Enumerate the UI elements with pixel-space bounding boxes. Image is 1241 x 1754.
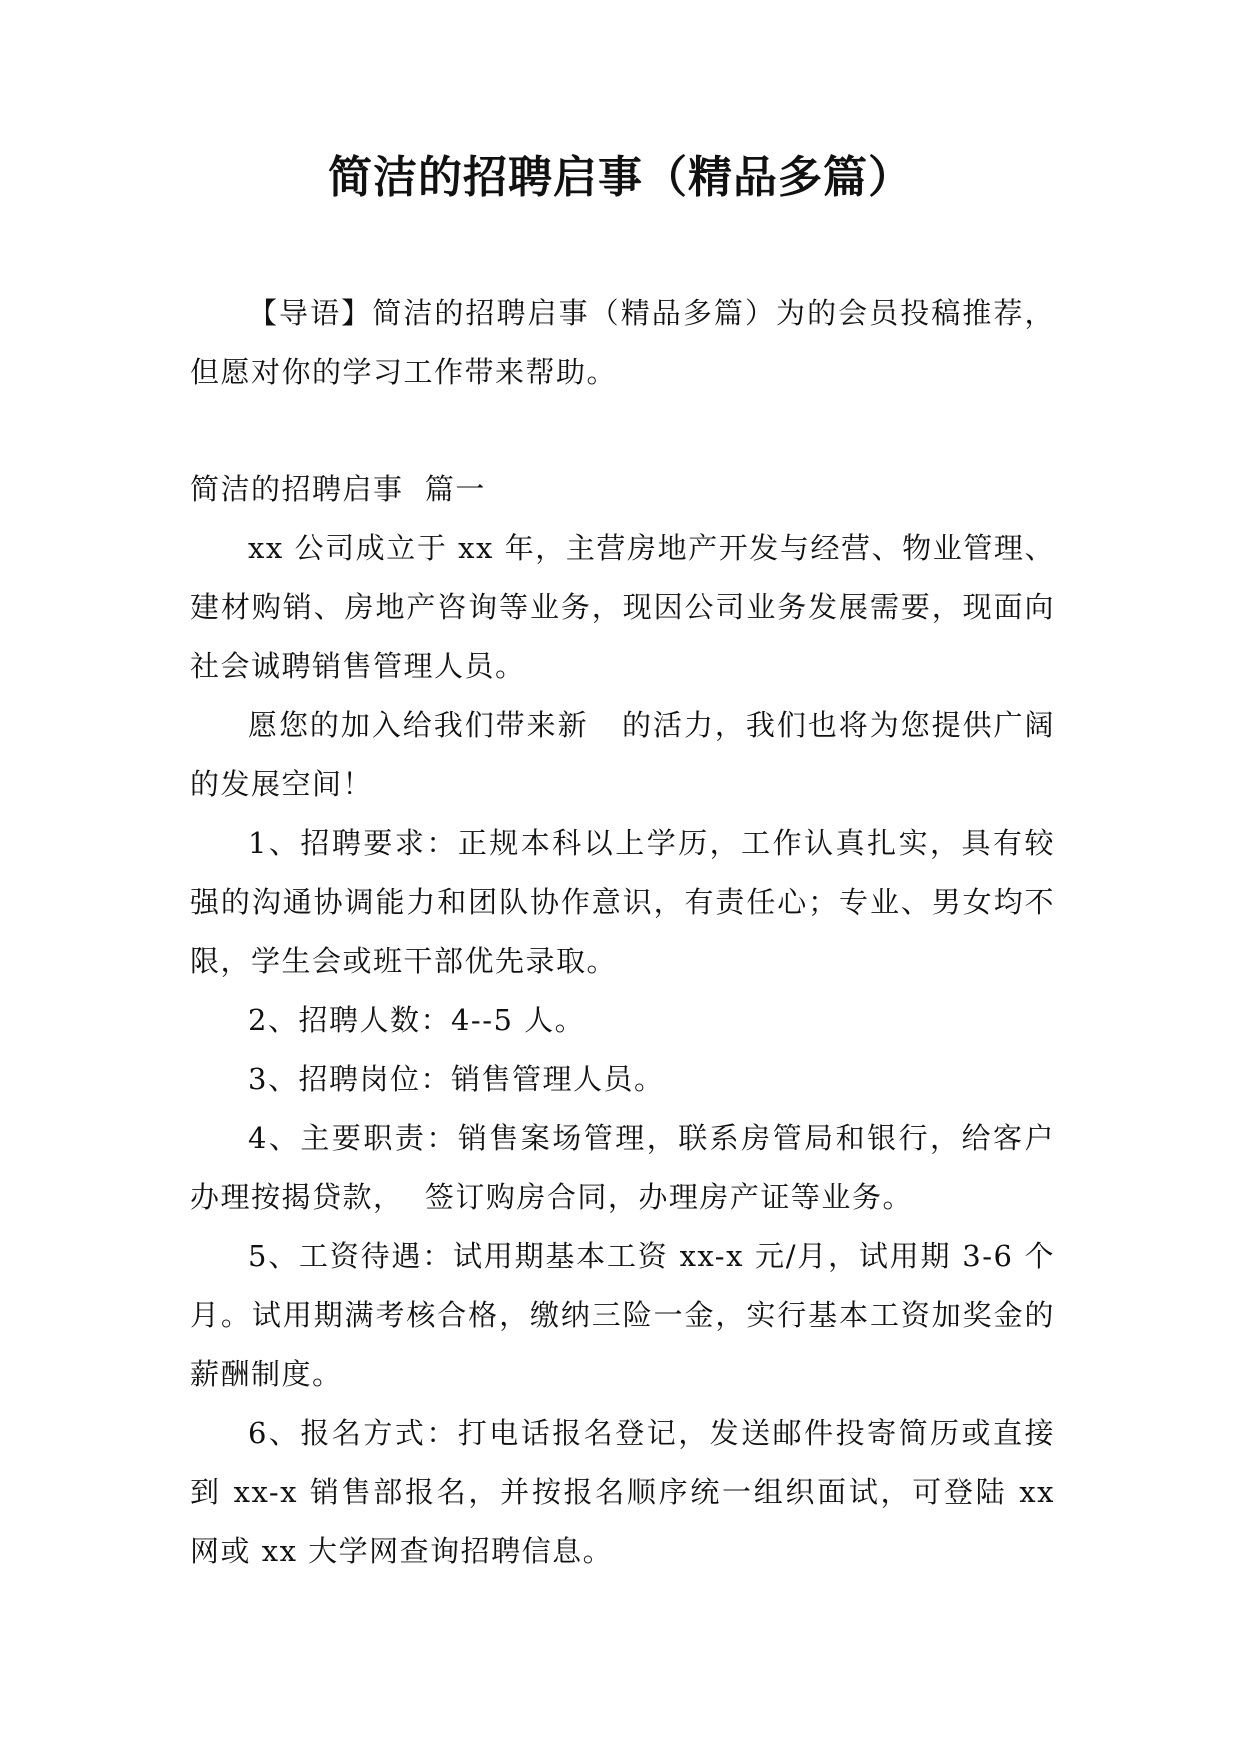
paragraph-company-intro: xx 公司成立于 xx 年，主营房地产开发与经营、物业管理、建材购销、房地产咨询等业务，现因公司业务发展需要，现面向社会诚聘销售管理人员。 bbox=[190, 531, 1055, 683]
paragraph-duties: 4、主要职责：销售案场管理，联系房管局和银行，给客户办理按揭贷款， 签订购房合同，办理房产证等业务。 bbox=[190, 1121, 1055, 1214]
paragraph-welcome: 愿您的加入给我们带来新 的活力，我们也将为您提供广阔的发展空间！ bbox=[190, 708, 1055, 801]
intro-block bbox=[190, 284, 1055, 402]
section-block bbox=[190, 460, 1055, 1581]
paragraph-requirements: 1、招聘要求：正规本科以上学历，工作认真扎实，具有较强的沟通协调能力和团队协作意识，有责任心；专业、男女均不限，学生会或班干部优先录取。 bbox=[190, 826, 1055, 978]
section-heading: 简洁的招聘启事 篇一 bbox=[190, 472, 486, 506]
paragraph-application: 6、报名方式：打电话报名登记，发送邮件投寄简历或直接到 xx-x 销售部报名，并按报名顺序统一组织面试，可登陆 xx 网或 xx 大学网查询招聘信息。 bbox=[190, 1416, 1055, 1568]
paragraph-headcount: 2、招聘人数：4--5 人。 bbox=[248, 1003, 586, 1037]
paragraph-position: 3、招聘岗位：销售管理人员。 bbox=[248, 1062, 665, 1096]
paragraph-salary: 5、工资待遇：试用期基本工资 xx-x 元/月，试用期 3-6 个月。试用期满考核合格，缴纳三险一金，实行基本工资加奖金的薪酬制度。 bbox=[190, 1239, 1055, 1391]
document-title: 简洁的招聘启事（精品多篇） bbox=[328, 152, 913, 203]
intro-paragraph: 【导语】简洁的招聘启事（精品多篇）为的会员投稿推荐，但愿对你的学习工作带来帮助。 bbox=[190, 296, 1055, 389]
